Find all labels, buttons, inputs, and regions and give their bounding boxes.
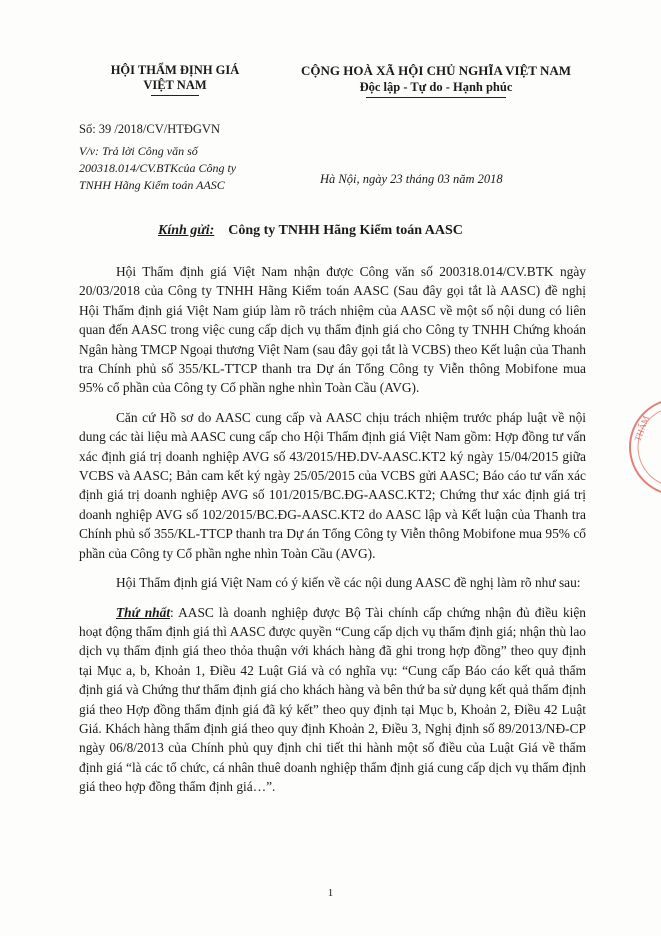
subject-line2: 200318.014/CV.BTKcủa Công ty (79, 161, 237, 175)
national-underline (366, 97, 506, 98)
document-subject (79, 143, 279, 194)
national-motto: Độc lập - Tự do - Hạnh phúc (359, 80, 513, 94)
date-line: Hà Nội, ngày 23 tháng 03 năm 2018 (320, 172, 503, 186)
organization-name-line2: VIỆT NAM (143, 78, 207, 92)
paragraph-4 (79, 603, 586, 797)
paragraph-3: Hội Thẩm định giá Việt Nam có ý kiến về các nội dung AASC đề nghị làm rõ như sau: (116, 575, 581, 591)
page-number: 1 (327, 887, 334, 899)
red-seal-stamp (626, 392, 661, 502)
point-one-text: : AASC là doanh nghiệp được Bộ Tài chính cấp chứng nhận đủ điều kiện hoạt động thẩm định giá thì AASC được quyền “Cung cấp dịch vụ thẩm định giá; nhận thù lao dịch vụ thẩm định giá theo thỏa thuận với khách hàng đã ghi trong hợp đồng” theo quy định tại Mục a, b, Khoản 1, Điều 42 Luật Giá và có nghĩa vụ: “Cung cấp Báo cáo kết quả thẩm định giá và Chứng thư thẩm định giá cho khách hàng và bên thứ ba sử dụng kết quả thẩm định giá theo Hợp đồng thẩm định giá đã ký kết” theo quy định tại Mục b, Khoản 2, Điều 42 Luật Giá. Khách hàng thẩm định giá theo quy định Khoản 2, Điều 3, Nghị định số 89/2013/NĐ-CP ngày 06/8/2013 của Chính phủ quy định chi tiết thi hành một số điều của Luật Giá về thẩm định giá “là các tổ chức, cá nhân thuê doanh nghiệp thẩm định giá cung cấp dịch vụ thẩm định giá theo hợp đồng thẩm định giá…”. (79, 604, 586, 795)
point-one-label: Thứ nhất (116, 604, 171, 620)
salutation-label: Kính gửi: (158, 223, 215, 238)
organization-underline (151, 95, 199, 96)
organization-header (90, 63, 260, 96)
document-number: Số: 39 /2018/CV/HTĐGVN (79, 122, 220, 136)
subject-line3: TNHH Hãng Kiểm toán AASC (79, 178, 225, 192)
paragraph-1: Hội Thẩm định giá Việt Nam nhận được Công văn số 200318.014/CV.BTK ngày 20/03/2018 của Công ty TNHH Hãng Kiểm toán AASC (Sau đây gọi tắt là AASC) đề nghị Hội Thẩm định giá Việt Nam giúp làm rõ trách nhiệm của AASC về một số nội dung có liên quan đến AASC trong việc cung cấp dịch vụ thẩm định giá cho Công ty TNHH Chứng khoán Ngân hàng TMCP Ngoại thương Việt Nam (sau đây gọi tắt là VCBS) theo Kết luận của Thanh tra Chính phủ số 355/KL-TTCP thanh tra Dự án Tổng Công ty Viễn thông Mobifone mua 95% cổ phần của Công ty Cổ phần nghe nhìn Toàn Cầu (AVG). (79, 264, 586, 396)
letter-body (79, 262, 586, 807)
svg-text:THẨM: THẨM (632, 414, 651, 443)
national-header (288, 63, 584, 98)
subject-line1: V/v: Trả lời Công văn số (79, 144, 198, 158)
salutation (158, 223, 463, 239)
paragraph-2: Căn cứ Hồ sơ do AASC cung cấp và AASC chịu trách nhiệm trước pháp luật về nội dung các tài liệu mà AASC cung cấp cho Hội Thẩm định giá Việt Nam gồm: Hợp đồng tư vấn xác định giá trị doanh nghiệp AVG số 43/2015/HĐ.DV-AASC.KT2 ký ngày 15/04/2015 giữa VCBS và AASC; Bản cam kết ký ngày 25/05/2015 của VCBS gửi AASC; Báo cáo tư vấn xác định giá trị doanh nghiệp AVG số 101/2015/BC.ĐG-AASC.KT2; Chứng thư xác định giá trị doanh nghiệp AVG số 102/2015/BC.ĐG-AASC.KT2 do AASC lập và Kết luận của Thanh tra Chính phủ số 355/KL-TTCP thanh tra Dự án Tổng Công ty Viễn thông Mobifone mua 95% cổ phần của Công ty Cổ phần nghe nhìn Toàn Cầu (AVG). (79, 409, 586, 561)
salutation-recipient: Công ty TNHH Hãng Kiểm toán AASC (228, 223, 463, 238)
national-title: CỘNG HOÀ XÃ HỘI CHỦ NGHĨA VIỆT NAM (300, 63, 572, 78)
organization-name-line1: HỘI THẨM ĐỊNH GIÁ (110, 63, 240, 77)
